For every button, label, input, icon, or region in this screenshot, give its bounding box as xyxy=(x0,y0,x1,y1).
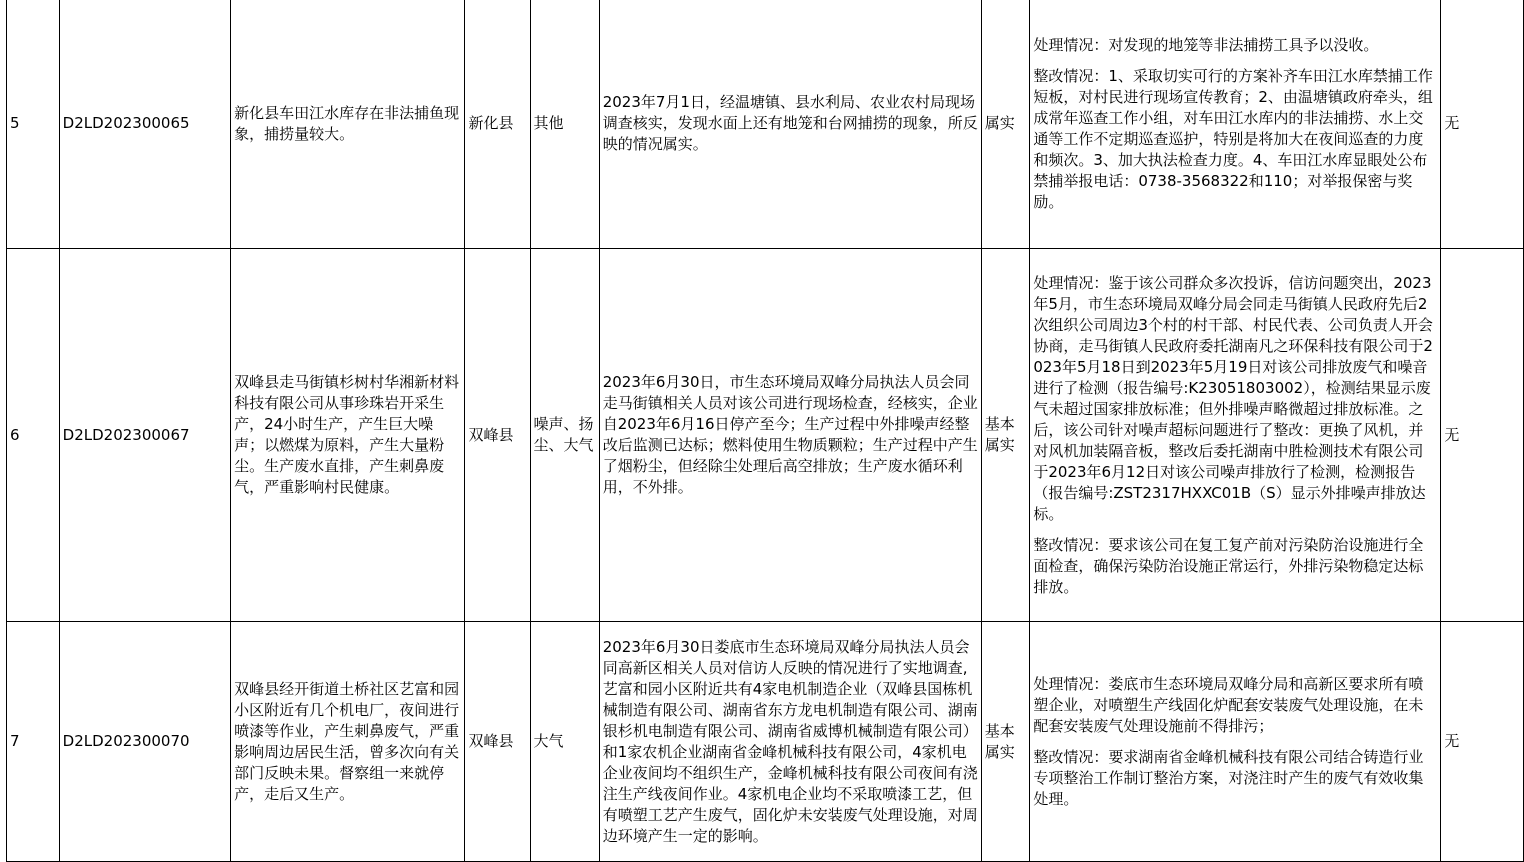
table-row xyxy=(7,249,1524,622)
county: 双峰县 xyxy=(465,622,530,862)
verification-result: 基本属实 xyxy=(981,622,1030,862)
row-number: 5 xyxy=(7,0,60,249)
county: 新化县 xyxy=(465,0,530,249)
county: 双峰县 xyxy=(465,249,530,622)
verification-details: 2023年6月30日，市生态环境局双峰分局执法人员会同走马街镇相关人员对该公司进行现场检查，经核实，企业自2023年6月16日停产至今；生产过程中外排噪声经整改后监测已达标；燃料使用生物质颗粒；生产过程中产生了烟粉尘，但经除尘处理后高空排放；生产废水循环利用，不外排。 xyxy=(599,249,981,622)
accountability: 无 xyxy=(1441,249,1524,622)
handling-text: 处理情况：娄底市生态环境局双峰分局和高新区要求所有喷塑企业，对喷塑生产线固化炉配套安装废气处理设施，在未配套安装废气处理设施前不得排污； xyxy=(1033,674,1424,735)
issue-description: 新化县车田江水库存在非法捕鱼现象，捕捞量较大。 xyxy=(231,0,465,249)
handling-text: 处理情况：对发现的地笼等非法捕捞工具予以没收。 xyxy=(1033,35,1379,54)
complaints-table xyxy=(6,0,1524,862)
accountability: 无 xyxy=(1441,622,1524,862)
case-code: D2LD202300067 xyxy=(59,249,230,622)
row-number: 6 xyxy=(7,249,60,622)
rectification-text: 整改情况：1、采取切实可行的方案补齐车田江水库禁捕工作短板，对村民进行现场宣传教育；2、由温塘镇政府牵头，组成常年巡查工作小组，对车田江水库内的非法捕捞、水上交通等工作不定期巡查巡护，特别是将加大在夜间巡查的力度和频次。3、加大执法检查力度。4、车田江水库显眼处公布禁捕举报电话：0738-3568322和110；对举报保密与奖励。 xyxy=(1033,66,1433,211)
row-number: 7 xyxy=(7,622,60,862)
pollution-type: 其他 xyxy=(530,0,599,249)
case-code: D2LD202300065 xyxy=(59,0,230,249)
verification-result: 基本属实 xyxy=(981,249,1030,622)
verification-details: 2023年6月30日娄底市生态环境局双峰分局执法人员会同高新区相关人员对信访人反映的情况进行了实地调查,艺富和园小区附近共有4家电机制造企业（双峰县国栋机械制造有限公司、湖南省东方龙电机制造有限公司、湖南银杉机电制造有限公司、湖南省威博机械制造有限公司）和1家农机企业湖南省金峰机械科技有限公司，4家机电企业夜间均不组织生产，金峰机械科技有限公司夜间有浇注生产线夜间作业。4家机电企业均不采取喷漆工艺，但有喷塑工艺产生废气，固化炉未安装废气处理设施，对周边环境产生一定的影响。 xyxy=(599,622,981,862)
pollution-type: 大气 xyxy=(530,622,599,862)
table-row xyxy=(7,0,1524,249)
handling-cell xyxy=(1030,0,1441,249)
rectification-text: 整改情况：要求湖南省金峰机械科技有限公司结合铸造行业专项整治工作制订整治方案，对浇注时产生的废气有效收集处理。 xyxy=(1033,747,1424,808)
pollution-type: 噪声、扬尘、大气 xyxy=(530,249,599,622)
issue-description: 双峰县经开街道土桥社区艺富和园小区附近有几个机电厂，夜间进行喷漆等作业，产生刺鼻废气，严重影响周边居民生活，曾多次向有关部门反映未果。督察组一来就停产，走后又生产。 xyxy=(231,622,465,862)
case-code: D2LD202300070 xyxy=(59,622,230,862)
verification-details: 2023年7月1日，经温塘镇、县水利局、农业农村局现场调查核实，发现水面上还有地笼和台网捕捞的现象，所反映的情况属实。 xyxy=(599,0,981,249)
accountability: 无 xyxy=(1441,0,1524,249)
issue-description: 双峰县走马街镇杉树村华湘新材料科技有限公司从事珍珠岩开采生产，24小时生产，产生巨大噪声；以燃煤为原料，产生大量粉尘。生产废水直排，产生刺鼻废气，严重影响村民健康。 xyxy=(231,249,465,622)
handling-text: 处理情况：鉴于该公司群众多次投诉，信访问题突出，2023年5月，市生态环境局双峰分局会同走马街镇人民政府先后2次组织公司周边3个村的村干部、村民代表、公司负责人开会协商，走马街镇人民政府委托湖南凡之环保科技有限公司于2023年5月18日到2023年5月19日对该公司排放废气和噪音进行了检测（报告编号:K23051803002），检测结果显示废气未超过国家排放标准；但外排噪声略微超过排放标准。之后，该公司针对噪声超标问题进行了整改：更换了风机，并对风机加装隔音板，整改后委托湖南中胜检测技术有限公司于2023年6月12日对该公司噪声排放行了检测，检测报告（报告编号:ZST2317HXXC01B（S）显示外排噪声排放达标。 xyxy=(1033,273,1433,523)
verification-result: 属实 xyxy=(981,0,1030,249)
handling-cell xyxy=(1030,249,1441,622)
handling-cell xyxy=(1030,622,1441,862)
rectification-text: 整改情况：要求该公司在复工复产前对污染防治设施进行全面检查，确保污染防治设施正常运行，外排污染物稳定达标排放。 xyxy=(1033,535,1424,596)
table-row xyxy=(7,622,1524,862)
